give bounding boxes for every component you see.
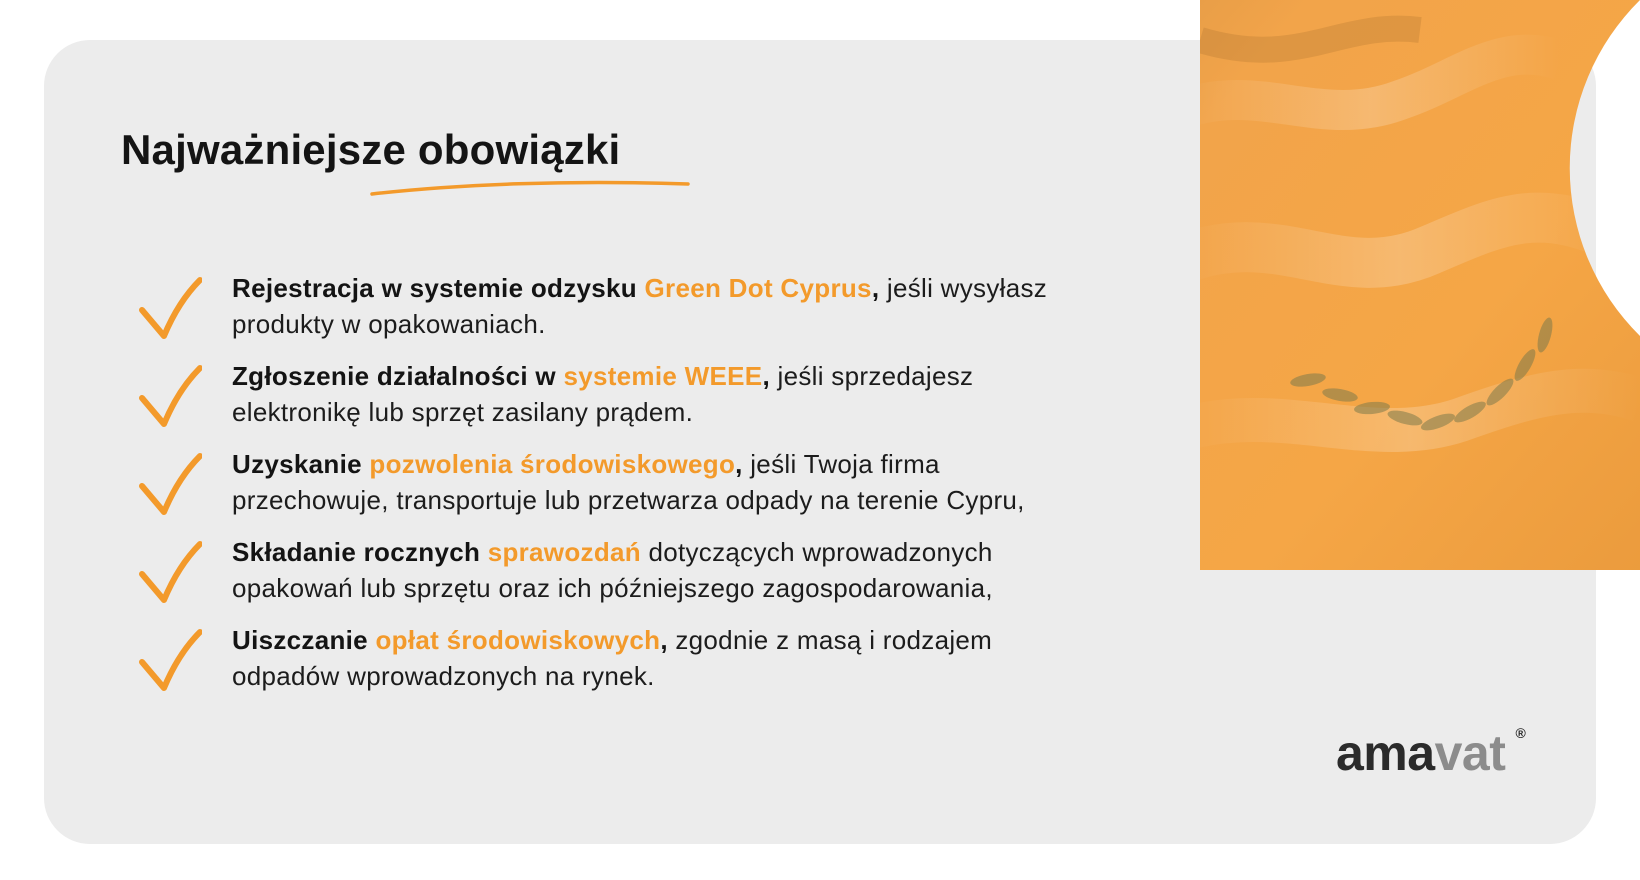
item-normal: jeśli Twoja firma [742, 449, 940, 479]
item-line2: produkty w opakowaniach. [232, 309, 546, 339]
item-highlight: Green Dot Cyprus [644, 273, 872, 303]
item-normal: dotyczących wprowadzonych [640, 537, 993, 567]
list-item-text [232, 270, 1182, 342]
item-strong-suffix: , [762, 361, 770, 391]
item-strong-suffix: , [735, 449, 743, 479]
item-normal: jeśli wysyłasz [879, 273, 1048, 303]
checkmark-icon [138, 364, 202, 434]
list-item [130, 358, 1180, 438]
item-highlight: pozwolenia środowiskowego [369, 449, 736, 479]
title-underline-swoosh [370, 172, 690, 202]
item-highlight: opłat środowiskowych [375, 625, 661, 655]
list-item-text [232, 446, 1182, 518]
item-line2: elektronikę lub sprzęt zasilany prądem. [232, 397, 694, 427]
item-strong-suffix: , [871, 273, 880, 303]
item-line2: opakowań lub sprzętu oraz ich późniejszego zagospodarowania, [232, 573, 993, 603]
list-item [130, 270, 1180, 350]
item-line2: odpadów wprowadzonych na rynek. [232, 661, 655, 691]
list-item [130, 446, 1180, 526]
checkmark-icon [138, 276, 202, 346]
list-item-text [232, 622, 1182, 694]
item-highlight: systemie WEEE [563, 361, 763, 391]
logo-grey-part: vat [1434, 725, 1506, 781]
list-item [130, 622, 1180, 702]
item-strong-suffix: , [660, 625, 668, 655]
list-item-text [232, 358, 1182, 430]
item-strong: Zgłoszenie działalności w [232, 361, 564, 391]
registered-mark: ® [1515, 725, 1526, 741]
checkmark-icon [138, 540, 202, 610]
checkmark-icon [138, 452, 202, 522]
list-item [130, 534, 1180, 614]
item-strong: Składanie rocznych [232, 537, 488, 567]
item-normal: jeśli sprzedajesz [769, 361, 974, 391]
item-strong: Uiszczanie [232, 625, 376, 655]
list-item-text [232, 534, 1182, 606]
logo-dark-part: ama [1336, 725, 1435, 781]
cyprus-flag-ring-graphic [1200, 0, 1640, 570]
item-highlight: sprawozdań [487, 537, 641, 567]
checkmark-icon [138, 628, 202, 698]
item-strong: Rejestracja w systemie odzysku [232, 273, 645, 303]
item-strong: Uzyskanie [232, 449, 370, 479]
amavat-logo [1336, 725, 1526, 781]
item-line2: przechowuje, transportuje lub przetwarza odpady na terenie Cypru, [232, 485, 1025, 515]
item-normal: zgodnie z masą i rodzajem [667, 625, 993, 655]
page-title: Najważniejsze obowiązki [121, 126, 621, 173]
